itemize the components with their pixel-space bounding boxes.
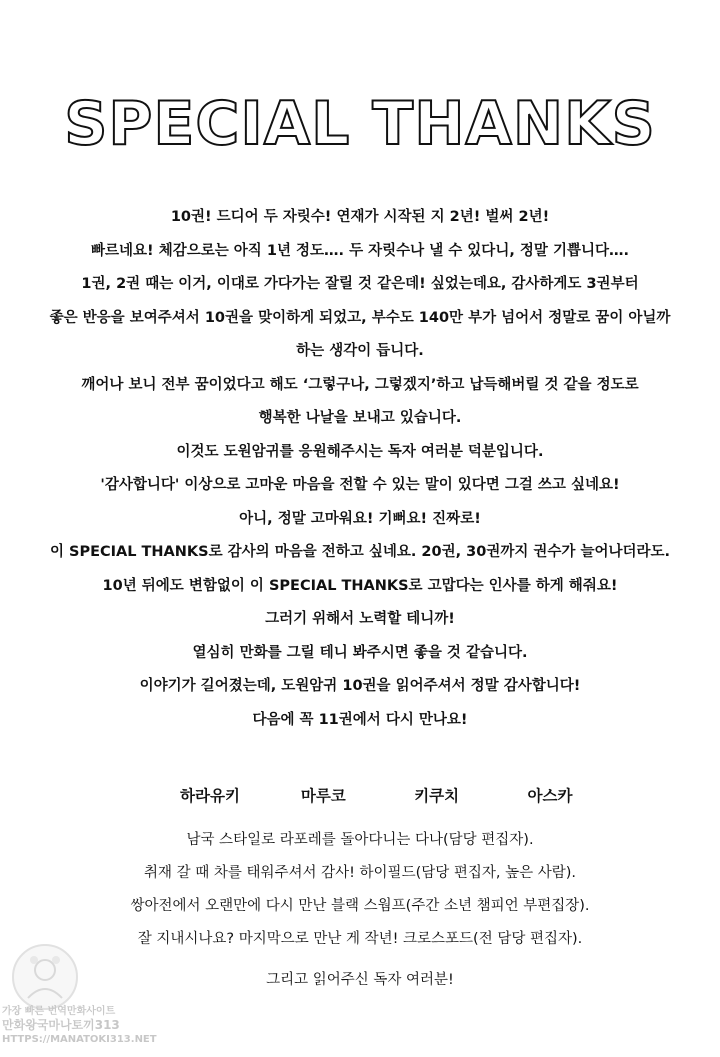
body-line: 10년 뒤에도 변함없이 이 SPECIAL THANKS로 고맙다는 인사를 하게 해줘요! [102,577,618,594]
body-line: 아니, 정말 고마워요! 기뻐요! 진짜로! [239,510,481,527]
watermark-text: 만화왕국마나토끼313 [2,1018,120,1032]
credit-line: 남국 스타일로 라포레를 돌아다니는 다나(담당 편집자). [186,832,534,848]
watermark-url: HTTPS://MANATOKI313.NET [2,1034,157,1045]
page-title: SPECIAL THANKS [64,89,656,159]
closing-line: 그리고 읽어주신 독자 여러분! [266,972,454,988]
staff-names [170,784,590,806]
body-line: 좋은 반응을 보여주셔서 10권을 맞이하게 되었고, 부수도 140만 부가 넘어서 정말로 꿈이 아닐까 [49,309,671,326]
body-line: 이야기가 길어졌는데, 도원암귀 10권을 읽어주셔서 정말 감사합니다! [139,678,581,694]
watermark-text: 가장 빠른 번역만화사이트 [2,1006,116,1017]
body-line: '감사합니다' 이상으로 고마운 마음을 전할 수 있는 말이 있다면 그걸 쓰고 싶네요! [100,477,620,493]
watermark-logo-icon [12,944,78,1010]
credit-line: 잘 지내시나요? 마지막으로 만난 게 작년! 크로스포드(전 담당 편집자). [137,931,583,947]
body-line: 하는 생각이 듭니다. [296,343,424,359]
body-line: 열심히 만화를 그릴 테니 봐주시면 좋을 것 같습니다. [192,644,528,661]
body-line: 깨어나 보니 전부 꿈이었다고 해도 ‘그렇구나, 그렇겠지’하고 납득해버릴 것 같을 정도로 [81,376,639,393]
body-line: 1권, 2권 때는 이거, 이대로 가다가는 잘릴 것 같은데! 싶었는데요, 감사하게도 3권부터 [81,276,639,292]
body-line: 빠르네요! 체감으로는 아직 1년 정도…. 두 자릿수나 낼 수 있다니, 정말 기쁩니다…. [91,242,629,259]
body-line: 이것도 도원암귀를 응원해주시는 독자 여러분 덕분입니다. [176,443,544,460]
body-line: 다음에 꼭 11권에서 다시 만나요! [252,711,468,728]
credit-line: 쌍아전에서 오랜만에 다시 만난 블랙 스웜프(주간 소년 챔피언 부편집장). [130,898,590,914]
staff-name: 키쿠치 [414,787,460,805]
editor-credits [20,824,700,956]
staff-name: 마루코 [300,787,346,805]
body-line: 10권! 드디어 두 자릿수! 연재가 시작된 지 2년! 벌써 2년! [170,209,550,225]
staff-name: 아스카 [527,787,573,805]
credit-line: 취재 갈 때 차를 태워주셔서 감사! 하이필드(담당 편집자, 높은 사람). [143,865,576,881]
staff-name: 하라유키 [180,787,240,805]
watermark [2,944,157,1054]
body-text [20,201,700,737]
body-line: 그러기 위해서 노력할 테니까! [265,611,455,627]
body-line: 행복한 나날을 보내고 있습니다. [258,410,462,426]
body-line: 이 SPECIAL THANKS로 감사의 마음을 전하고 싶네요. 20권, 30권까지 권수가 늘어나더라도. [49,544,671,560]
